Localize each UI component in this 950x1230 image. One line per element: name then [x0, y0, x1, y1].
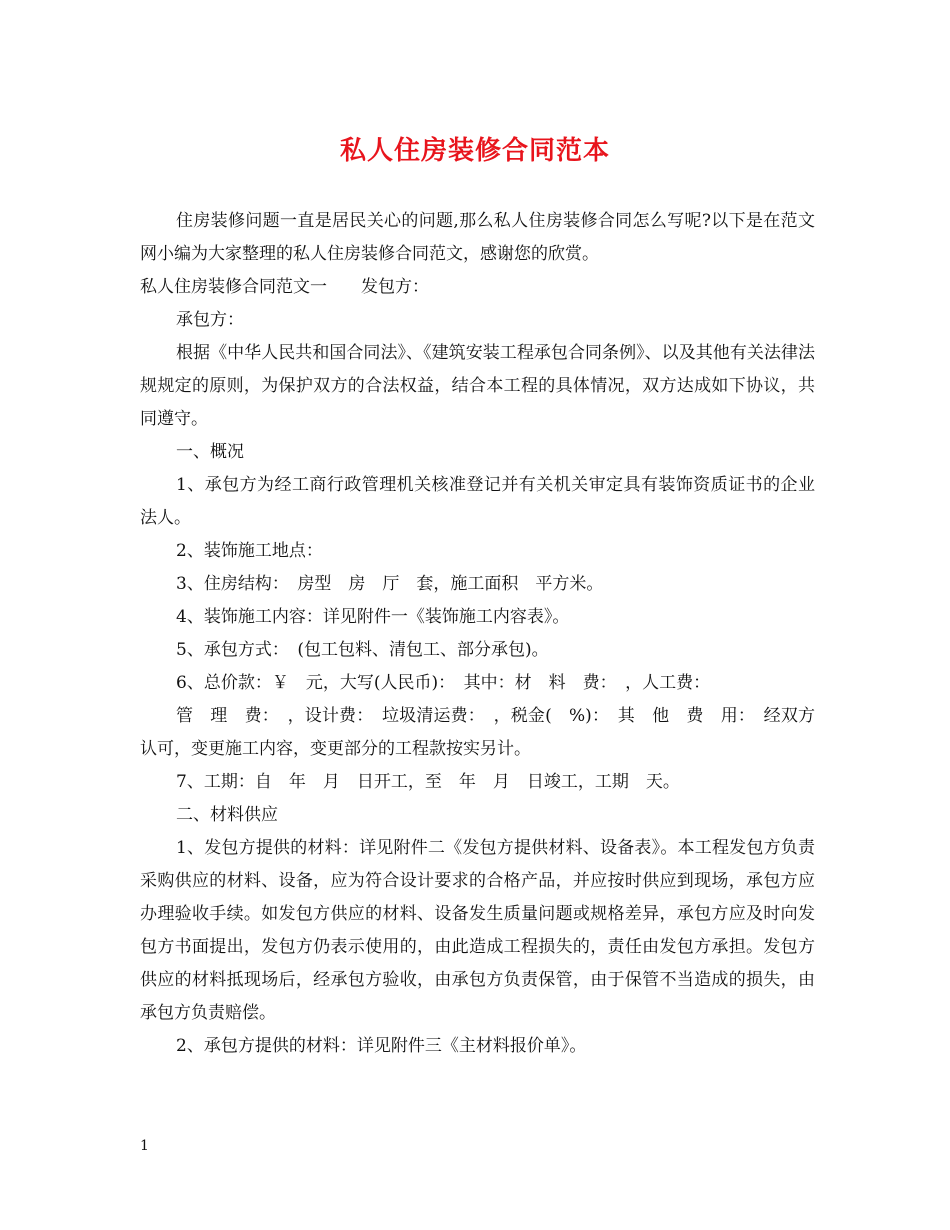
paragraph: 承包方： — [176, 310, 244, 330]
paragraph: 2、承包方提供的材料：详见附件三《主材料报价单》。 — [176, 1036, 587, 1056]
section-heading: 一、概况 — [176, 442, 244, 462]
paragraph: 住房装修问题一直是居民关心的问题,那么私人住房装修合同怎么写呢?以下是在范文网小编为大家整理的私人住房装修合同范文，感谢您的欣赏。 — [140, 211, 815, 264]
paragraph: 3、住房结构： 房型 房 厅 套，施工面积 平方米。 — [176, 574, 604, 594]
document-body — [140, 205, 815, 1063]
section-heading: 二、材料供应 — [176, 805, 278, 825]
paragraph: 1、承包方为经工商行政管理机关核准登记并有关机关审定具有装饰资质证书的企业法人。 — [140, 475, 815, 528]
paragraph: 7、工期：自 年 月 日开工，至 年 月 日竣工，工期 天。 — [176, 772, 680, 792]
paragraph: 2、装饰施工地点： — [176, 541, 323, 561]
paragraph: 管 理 费： ，设计费： 垃圾清运费： ，税金( %)： 其 他 费 用： 经双方认可，变更施工内容，变更部分的工程款按实另计。 — [140, 706, 815, 759]
document-title: 私人住房装修合同范本 — [339, 136, 610, 166]
paragraph: 4、装饰施工内容：详见附件一《装饰施工内容表》。 — [176, 607, 570, 627]
paragraph: 6、总价款：￥ 元，大写(人民币)： 其中：材 料 费： ，人工费： — [176, 673, 711, 693]
paragraph: 根据《中华人民共和国合同法》、《建筑安装工程承包合同条例》、以及其他有关法律法规规定的原则，为保护双方的合法权益，结合本工程的具体情况，双方达成如下协议，共同遵守。 — [140, 343, 815, 429]
page-number: 1 — [140, 1138, 149, 1154]
paragraph: 5、承包方式： (包工包料、清包工、部分承包)。 — [176, 640, 549, 660]
paragraph: 私人住房装修合同范文一 发包方： — [140, 277, 429, 297]
paragraph: 1、发包方提供的材料：详见附件二《发包方提供材料、设备表》。本工程发包方负责采购供应的材料、设备，应为符合设计要求的合格产品，并应按时供应到现场，承包方应办理验收手续。如发包方供应的材料、设备发生质量问题或规格差异，承包方应及时向发包方书面提出，发包方仍表示使用的，由此造成工程损失的，责任由发包方承担。发包方供应的材料抵现场后，经承包方验收，由承包方负责保管，由于保管不当造成的损失，由承包方负责赔偿。 — [140, 838, 815, 1023]
